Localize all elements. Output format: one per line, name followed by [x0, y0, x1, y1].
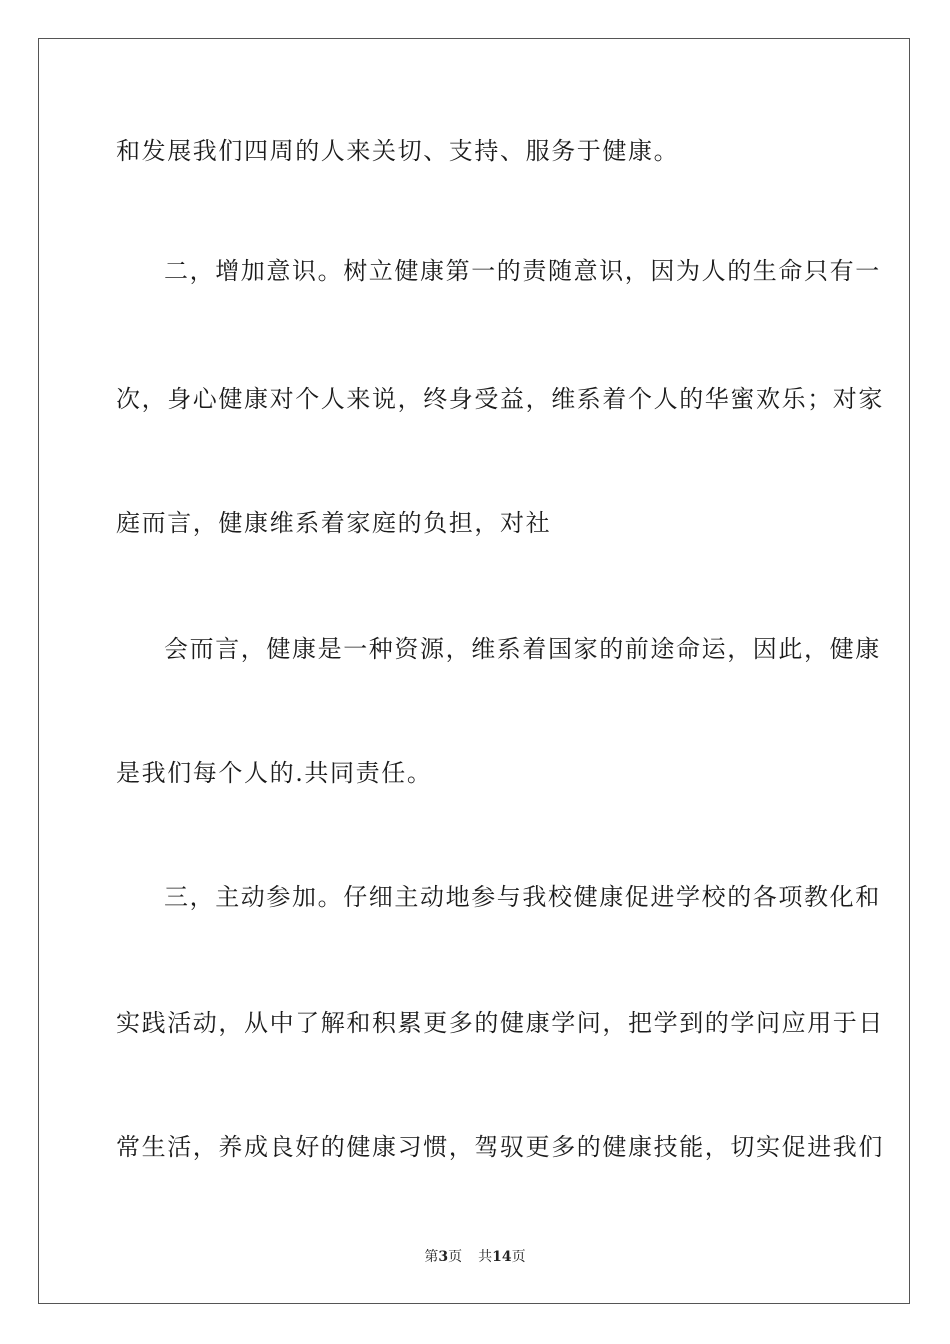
- text-line-5: 会而言，健康是一种资源，维系着国家的前途命运，因此，健康: [164, 635, 881, 663]
- text-line-3: 次，身心健康对个人来说，终身受益，维系着个人的华蜜欢乐；对家: [116, 385, 884, 413]
- page-footer: [0, 1248, 950, 1266]
- footer-total-suffix: 页: [511, 1249, 526, 1265]
- text-line-6: 是我们每个人的.共同责任。: [116, 759, 433, 787]
- current-page-number: 3: [438, 1249, 449, 1265]
- text-line-7: 三，主动参加。仔细主动地参与我校健康促进学校的各项教化和: [164, 883, 881, 911]
- text-line-9: 常生活，养成良好的健康习惯，驾驭更多的健康技能，切实促进我们: [116, 1133, 884, 1161]
- footer-page-suffix: 页: [448, 1249, 463, 1265]
- total-pages-number: 14: [492, 1249, 512, 1265]
- text-line-4: 庭而言，健康维系着家庭的负担，对社: [116, 509, 552, 537]
- text-line-8: 实践活动，从中了解和积累更多的健康学问，把学到的学问应用于日: [116, 1009, 884, 1037]
- footer-prefix: 第: [424, 1249, 439, 1265]
- page-frame: [38, 38, 910, 1304]
- text-line-1: 和发展我们四周的人来关切、支持、服务于健康。: [116, 137, 680, 165]
- footer-total-prefix: 共: [478, 1249, 493, 1265]
- text-line-2: 二，增加意识。树立健康第一的责随意识，因为人的生命只有一: [164, 257, 881, 285]
